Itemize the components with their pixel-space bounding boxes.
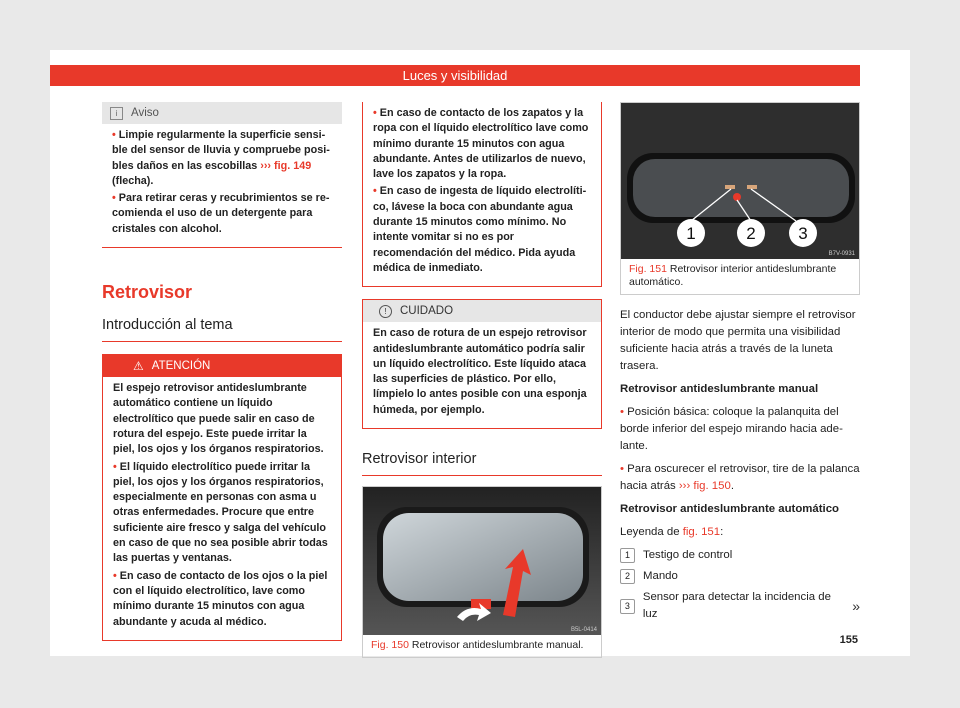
auto-mirror-image xyxy=(621,103,859,259)
notice-body xyxy=(102,124,342,247)
warning-icon: ⚠ xyxy=(133,359,144,374)
caution-body xyxy=(363,322,601,428)
section-subtitle-interior: Retrovisor interior xyxy=(362,451,602,476)
auto-mirror-illustration xyxy=(621,103,859,259)
list-item: • Para retirar ceras y recubrimientos se recomienda el uso de un detergente para cristales con alcohol. xyxy=(112,192,330,235)
warning-box xyxy=(102,354,342,641)
column-1 xyxy=(102,102,342,653)
warning-body-continued xyxy=(363,102,601,286)
legend-number: 2 xyxy=(620,569,635,584)
warning-intro: El espejo retrovisor antideslumbrante automático contiene un líquido electrolítico que puede salir en caso de rotura del espejo. Este puede irritar la piel, los ojos y los órganos respiratorios. xyxy=(113,382,324,456)
column-2 xyxy=(362,102,602,658)
section-title: Retrovisor xyxy=(102,282,193,303)
warning-body xyxy=(103,377,341,640)
list-item: • En caso de contacto de los ojos o la piel con el líquido electrolítico, lave como mínimo durante 15 minutos con agua abundante y acuda al médico. xyxy=(113,569,328,628)
legend-intro: Leyenda de fig. 151: xyxy=(620,526,724,538)
callout-2: 2 xyxy=(746,224,756,243)
fig-150-link[interactable]: ››› fig. 150 xyxy=(678,480,731,492)
warning-box-continued xyxy=(362,102,602,287)
figure-caption: Fig. 150 Retrovisor antideslumbrante manual. xyxy=(371,639,584,652)
manual-mirror-image xyxy=(363,487,601,635)
figure-caption: Fig. 151 Retrovisor interior antideslumbrante automático. xyxy=(629,263,837,288)
continue-mark: » xyxy=(852,597,860,614)
caution-title: CUIDADO xyxy=(400,305,454,318)
legend-item: 3 Sensor para detectar la incidencia de luz » xyxy=(620,589,860,623)
list-item: • En caso de ingesta de líquido electrolítico, lávese la boca con abundante agua durante 15 minutos como mínimo. No intente vomitar si no es por recomendación del médico. Pida ayuda médica de inmediato. xyxy=(373,185,587,274)
list-item: • Posición básica: coloque la palanquita del borde inferior del espejo mirando hacia adelante. xyxy=(620,406,843,452)
list-item: • Para oscurecer el retrovisor, tire de la palanca hacia atrás ››› fig. 150. xyxy=(620,463,860,492)
info-icon: i xyxy=(110,107,123,120)
figure-code: B7V-0931 xyxy=(828,251,855,257)
legend-item: 1 Testigo de control xyxy=(620,547,860,564)
caution-icon: ! xyxy=(379,305,392,318)
subheading-auto: Retrovisor antideslumbrante automático xyxy=(620,503,839,515)
notice-title: Aviso xyxy=(131,107,159,119)
fig-149-link[interactable]: ››› fig. 149 xyxy=(260,159,312,172)
caution-header xyxy=(363,300,601,322)
legend-number: 3 xyxy=(620,599,635,614)
notice-box xyxy=(102,102,342,248)
column-3 xyxy=(620,102,860,627)
legend-number: 1 xyxy=(620,548,635,563)
subheading-manual: Retrovisor antideslumbrante manual xyxy=(620,383,819,395)
mirror-illustration xyxy=(363,487,601,635)
page-number: 155 xyxy=(839,634,858,646)
list-item: • En caso de contacto de los zapatos y la ropa con el líquido electrolítico lave como mínimo durante 15 minutos con agua abundante. Antes de utilizarlos de nuevo, lave los zapatos y la ropa. xyxy=(373,107,589,181)
warning-title: ATENCIÓN xyxy=(151,360,211,373)
caution-box xyxy=(362,299,602,429)
figure-label: Fig. 150 xyxy=(371,639,409,652)
callout-1: 1 xyxy=(686,224,696,243)
figure-label: Fig. 151 xyxy=(629,263,667,275)
body-text xyxy=(620,307,860,623)
list-item: • El líquido electrolítico puede irritar la piel, los ojos y los órganos respiratorios, especialmente en personas con asma u otras enfermedades. Procure que entre suficiente aire fresco y salga del vehículo en caso de que no sea posible abrir todas las puertas y ventanas. xyxy=(113,460,328,565)
list-item: • Limpie regularmente la superficie sensible del sensor de lluvia y compruebe posibles daños en las escobillas ››› fig. 149 (flecha). xyxy=(112,129,330,187)
callout-3: 3 xyxy=(798,224,808,243)
fig-151-link[interactable]: fig. 151 xyxy=(682,526,721,538)
chapter-header: Luces y visibilidad xyxy=(50,65,860,86)
caution-text: En caso de rotura de un espejo retrovisor antideslumbrante automático podría salir un líquido electrolítico. Este líquido ataca las superficies de plástico. Por ello, límpielo lo antes posible con una esponja húmeda, por ejemplo. xyxy=(373,327,587,416)
warning-header xyxy=(103,355,341,377)
figure-151 xyxy=(620,102,860,295)
section-subtitle: Introducción al tema xyxy=(102,317,342,342)
notice-header xyxy=(102,102,342,124)
paragraph: El conductor debe ajustar siempre el retrovisor interior de modo que permita una visibilidad suficiente hacia atrás a través de la luneta trasera. xyxy=(620,309,856,372)
legend-item: 2 Mando xyxy=(620,568,860,585)
figure-150 xyxy=(362,486,602,658)
figure-code: B5L-0414 xyxy=(570,627,597,634)
